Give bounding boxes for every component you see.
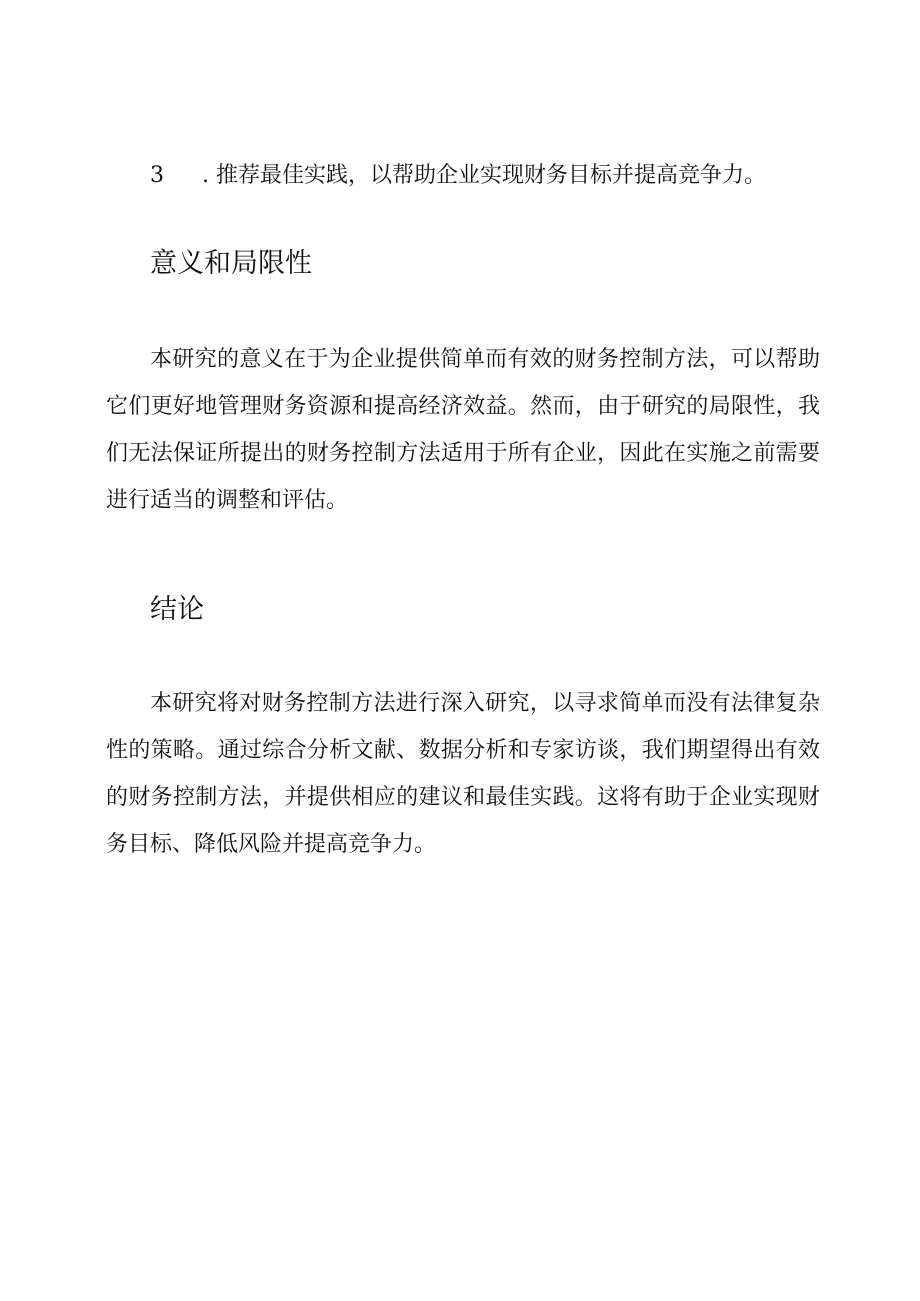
list-item-3	[150, 158, 830, 194]
significance-paragraph: 本研究的意义在于为企业提供简单而有效的财务控制方法，可以帮助它们更好地管理财务资源和提高经济效益。然而，由于研究的局限性，我们无法保证所提出的财务控制方法适用于所有企业，因此在实施之前需要进行适当的调整和评估。	[106, 347, 820, 513]
conclusion-paragraph: 本研究将对财务控制方法进行深入研究，以寻求简单而没有法律复杂性的策略。通过综合分析文献、数据分析和专家访谈，我们期望得出有效的财务控制方法，并提供相应的建议和最佳实践。这将有助于企业实现财务目标、降低风险并提高竞争力。	[106, 691, 820, 857]
section-heading-significance: 意义和局限性	[150, 248, 312, 279]
section-heading-conclusion: 结论	[150, 594, 204, 625]
list-item-text: . 推荐最佳实践，以帮助企业实现财务目标并提高竞争力。	[202, 163, 766, 188]
list-item-number: 3	[150, 163, 164, 188]
